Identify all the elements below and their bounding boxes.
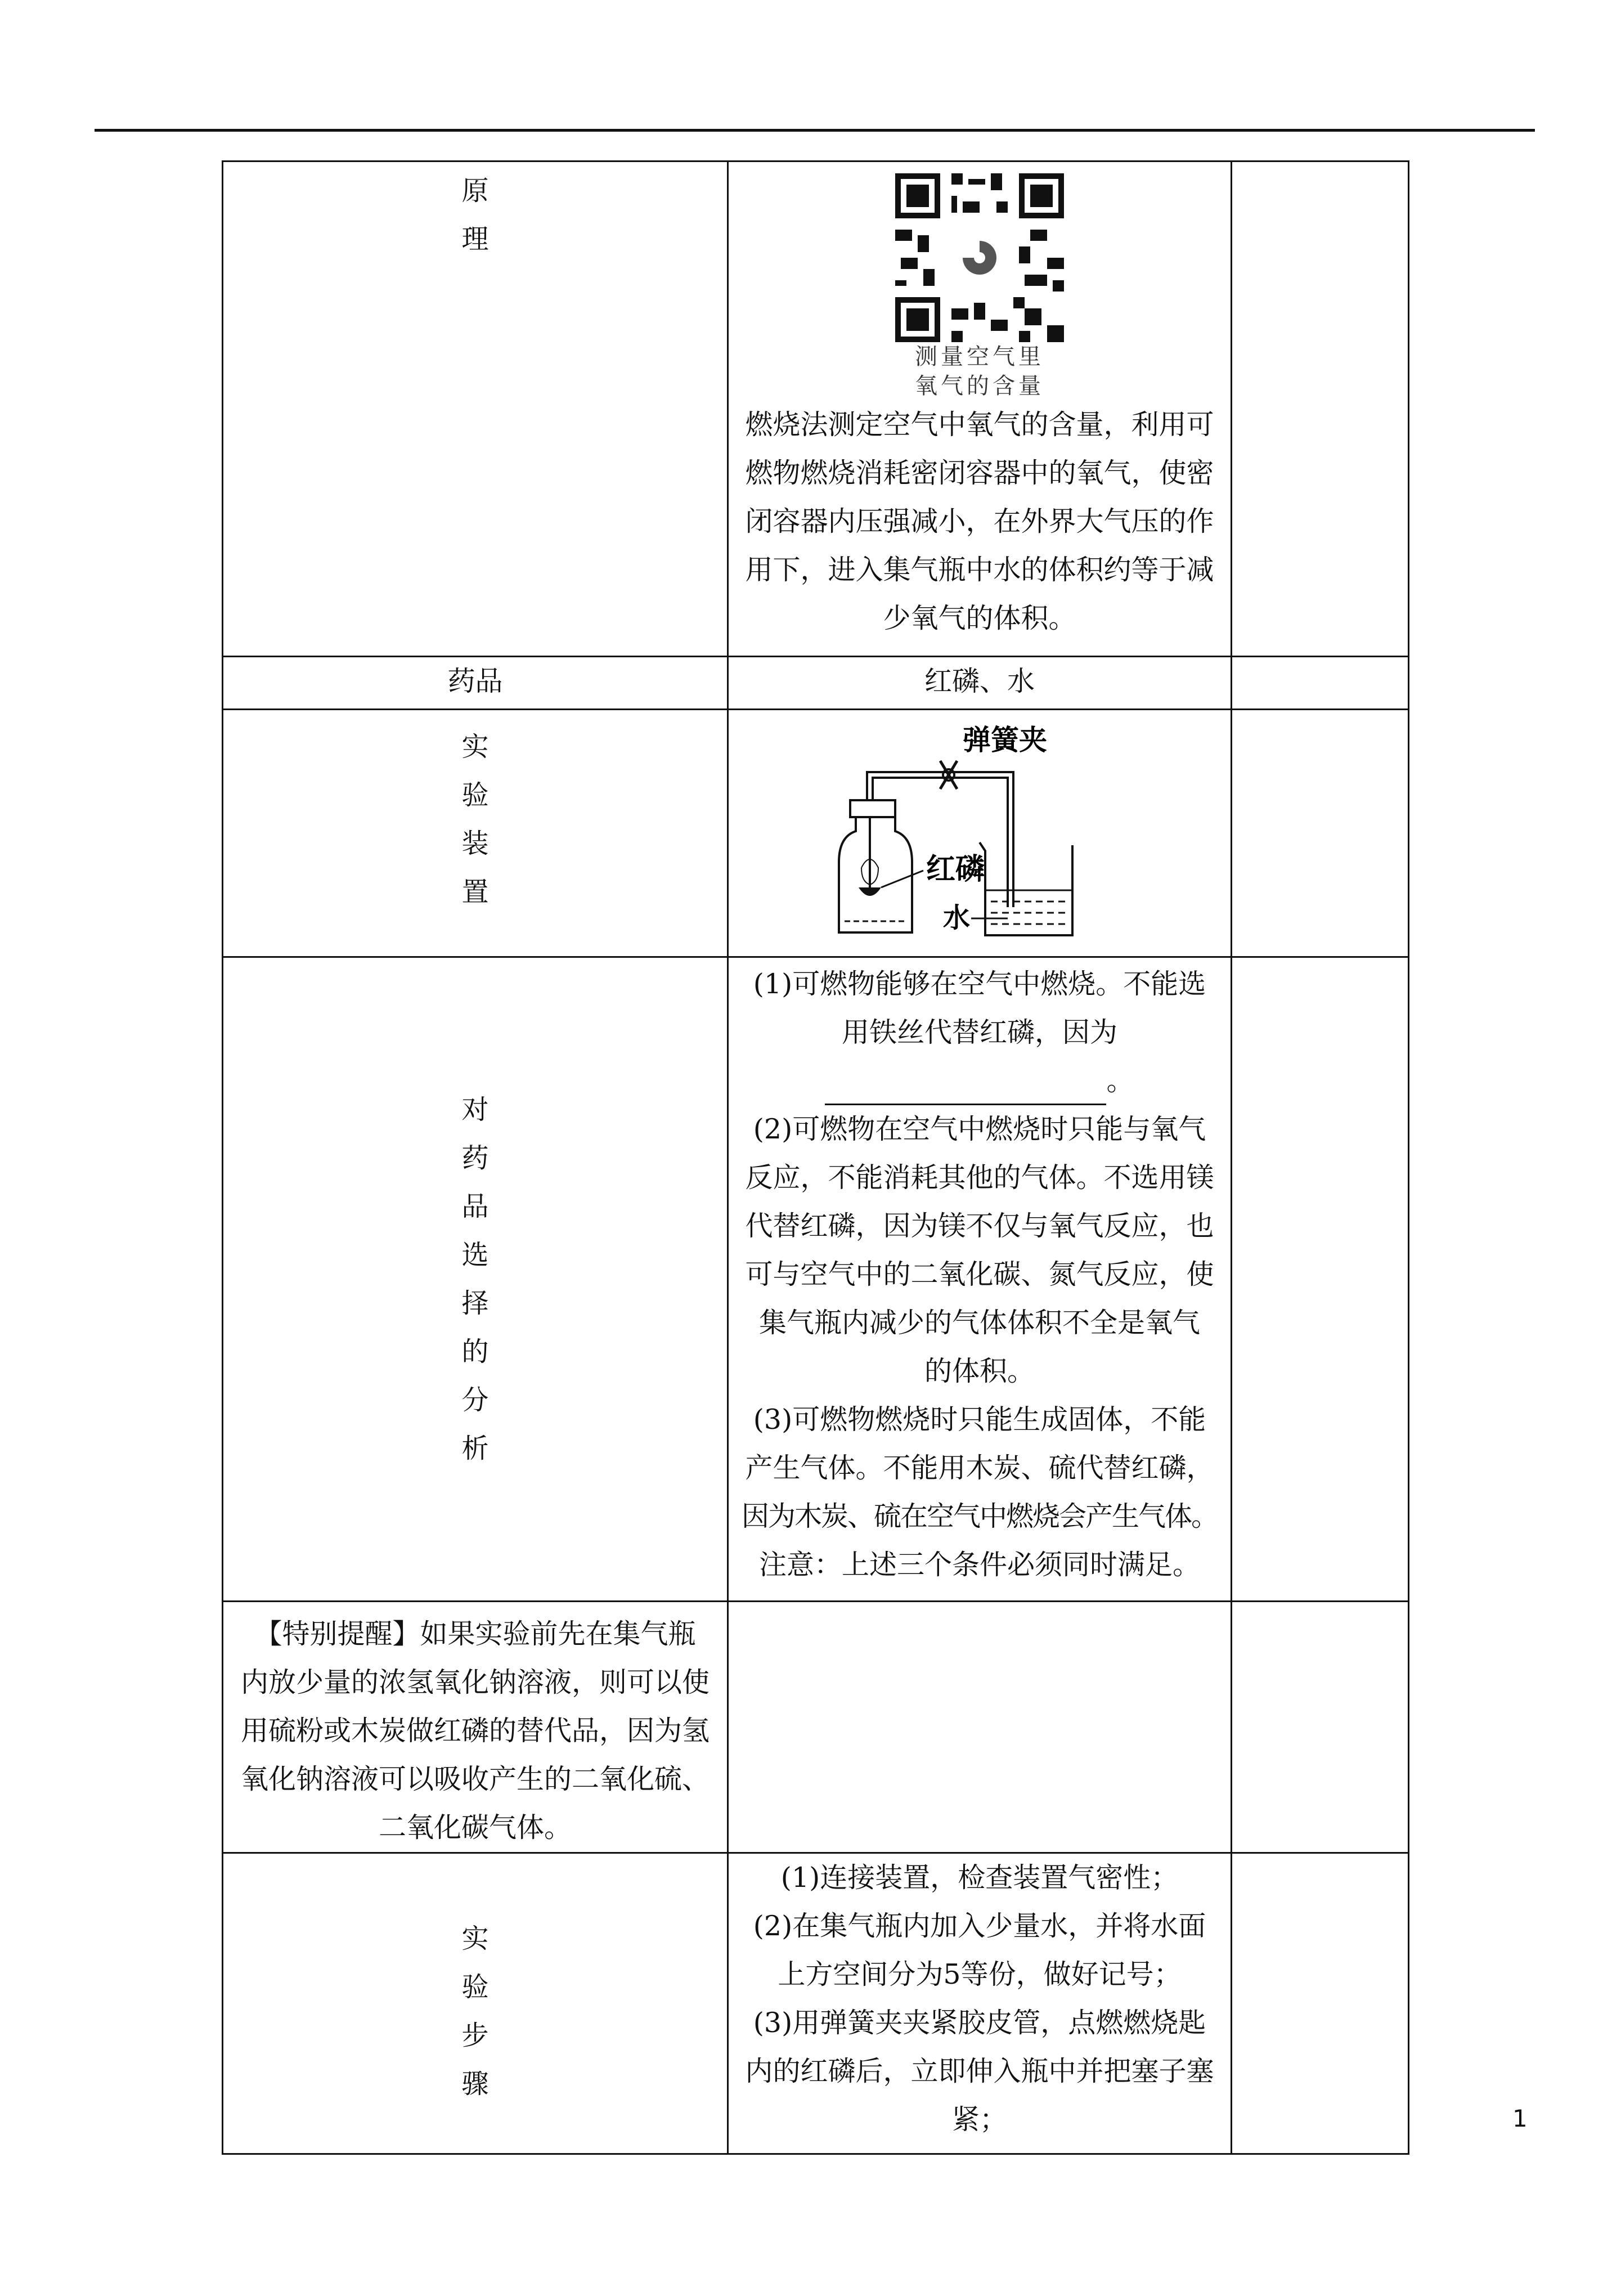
analysis-line: 可与空气中的二氧化碳、氮气反应，使 [745, 1258, 1214, 1290]
analysis-line: (2)可燃物在空气中燃烧时只能与氧气 [753, 1113, 1206, 1145]
spring-clip-label: 弹簧夹 [963, 724, 1047, 756]
empty-cell [1232, 1602, 1409, 1853]
analysis-line: 注意：上述三个条件必须同时满足。 [758, 1549, 1200, 1581]
reminder-cell [223, 1602, 728, 1853]
gas-bottle [839, 817, 912, 932]
label-char: 理 [461, 223, 489, 255]
blank-suffix: 。 [1106, 1065, 1134, 1097]
analysis-line: 因为木炭、硫在空气中燃烧会产生气体。 [741, 1500, 1218, 1532]
step-line: (1)连接装置，检查装置气密性； [780, 1862, 1179, 1894]
analysis-line: 用铁丝代替红磷，因为 [841, 1016, 1117, 1048]
empty-cell [728, 1602, 1232, 1853]
label-char: 分 [461, 1384, 489, 1416]
reminder-line: 二氧化碳气体。 [378, 1811, 572, 1844]
analysis-line: 代替红磷，因为镁不仅与氧气反应，也 [745, 1210, 1214, 1242]
reminder-line: 【特别提醒】如果实验前先在集气瓶 [254, 1618, 696, 1650]
label-char: 择 [461, 1288, 489, 1319]
analysis-line: 集气瓶内减少的气体体积不全是氧气 [758, 1307, 1200, 1339]
analysis-line: 的体积。 [924, 1355, 1035, 1387]
apparatus-diagram-cell [728, 710, 1232, 957]
label-char: 步 [461, 2020, 489, 2051]
reagents-label: 药品 [447, 665, 503, 697]
reagents-label-cell [223, 657, 728, 710]
fill-blank-line [729, 1057, 1231, 1105]
label-char: 骤 [461, 2068, 489, 2100]
label-char: 装 [461, 828, 489, 859]
row-reminder [223, 1602, 1409, 1853]
principle-text-line: 燃烧法测定空气中氧气的含量，利用可 [745, 409, 1214, 441]
row-steps [223, 1853, 1409, 2154]
header-rule [95, 129, 1535, 132]
label-char: 验 [461, 1971, 489, 2003]
apparatus-label-cell [223, 710, 728, 957]
analysis-line: (1)可燃物能够在空气中燃烧。不能选 [753, 968, 1206, 1000]
reagents-value: 红磷、水 [924, 665, 1035, 697]
row-reagents [223, 657, 1409, 710]
step-line: 内的红磷后，立即伸入瓶中并把塞子塞 [745, 2055, 1214, 2087]
principle-text-line: 少氧气的体积。 [883, 602, 1076, 634]
label-char: 品 [461, 1191, 489, 1222]
label-char: 析 [461, 1433, 489, 1464]
principle-text-line: 燃物燃烧消耗密闭容器中的氧气，使密 [745, 457, 1214, 489]
principle-label-cell [223, 162, 728, 657]
row-apparatus [223, 710, 1409, 957]
step-line: 上方空间分为5等份，做好记号； [778, 1958, 1182, 1990]
label-char: 的 [461, 1336, 489, 1367]
row-analysis [223, 957, 1409, 1602]
analysis-line: 反应，不能消耗其他的气体。不选用镁 [745, 1162, 1214, 1194]
apparatus-diagram [828, 716, 1131, 947]
label-char: 对 [461, 1094, 489, 1125]
principle-content-cell [728, 162, 1232, 657]
label-char: 选 [461, 1239, 489, 1271]
analysis-line: (3)可燃物燃烧时只能生成固体，不能 [753, 1403, 1206, 1436]
step-line: 紧； [951, 2104, 1007, 2136]
label-char: 置 [461, 876, 489, 908]
label-char: 药 [461, 1142, 489, 1174]
row-principle [223, 162, 1409, 657]
rubber-tube [867, 772, 1013, 907]
step-line: (2)在集气瓶内加入少量水，并将水面 [753, 1910, 1206, 1942]
experiment-table [222, 160, 1409, 2155]
principle-text-line: 闭容器内压强减小，在外界大气压的作 [745, 505, 1214, 537]
analysis-line: 产生气体。不能用木炭、硫代替红磷， [745, 1452, 1214, 1484]
combustion-spoon [859, 887, 881, 896]
reagents-value-cell [728, 657, 1232, 710]
analysis-content-cell [728, 957, 1232, 1602]
page-number: 1 [1512, 2105, 1528, 2132]
principle-text-line: 用下，进入集气瓶中水的体积约等于减 [745, 554, 1214, 586]
qr-caption: 测量空气里 [915, 344, 1044, 370]
label-char: 实 [461, 1923, 489, 1954]
empty-cell [1232, 657, 1409, 710]
empty-cell [1232, 1853, 1409, 2154]
water-label: 水 [943, 902, 971, 934]
reminder-line: 内放少量的浓氢氧化钠溶液，则可以使 [240, 1666, 710, 1698]
empty-cell [1232, 162, 1409, 657]
reminder-line: 用硫粉或木炭做红磷的替代品，因为氢 [240, 1715, 710, 1747]
label-char: 验 [461, 779, 489, 811]
red-phosphorus-label: 红磷 [926, 853, 985, 886]
label-char: 原 [461, 175, 489, 207]
qr-code-icon[interactable] [895, 173, 1064, 342]
beaker [980, 842, 1072, 935]
step-line: (3)用弹簧夹夹紧胶皮管，点燃燃烧匙 [753, 2007, 1206, 2039]
spring-clip-icon [940, 761, 957, 789]
empty-cell [1232, 957, 1409, 1602]
analysis-label-cell [223, 957, 728, 1602]
steps-label-cell [223, 1853, 728, 2154]
steps-content-cell [728, 1853, 1232, 2154]
reminder-line: 氧化钠溶液可以吸收产生的二氧化硫、 [240, 1763, 710, 1795]
qr-caption: 氧气的含量 [915, 373, 1044, 399]
stopper [850, 800, 895, 817]
answer-blank[interactable] [825, 1072, 1106, 1105]
label-char: 实 [461, 731, 489, 763]
empty-cell [1232, 710, 1409, 957]
